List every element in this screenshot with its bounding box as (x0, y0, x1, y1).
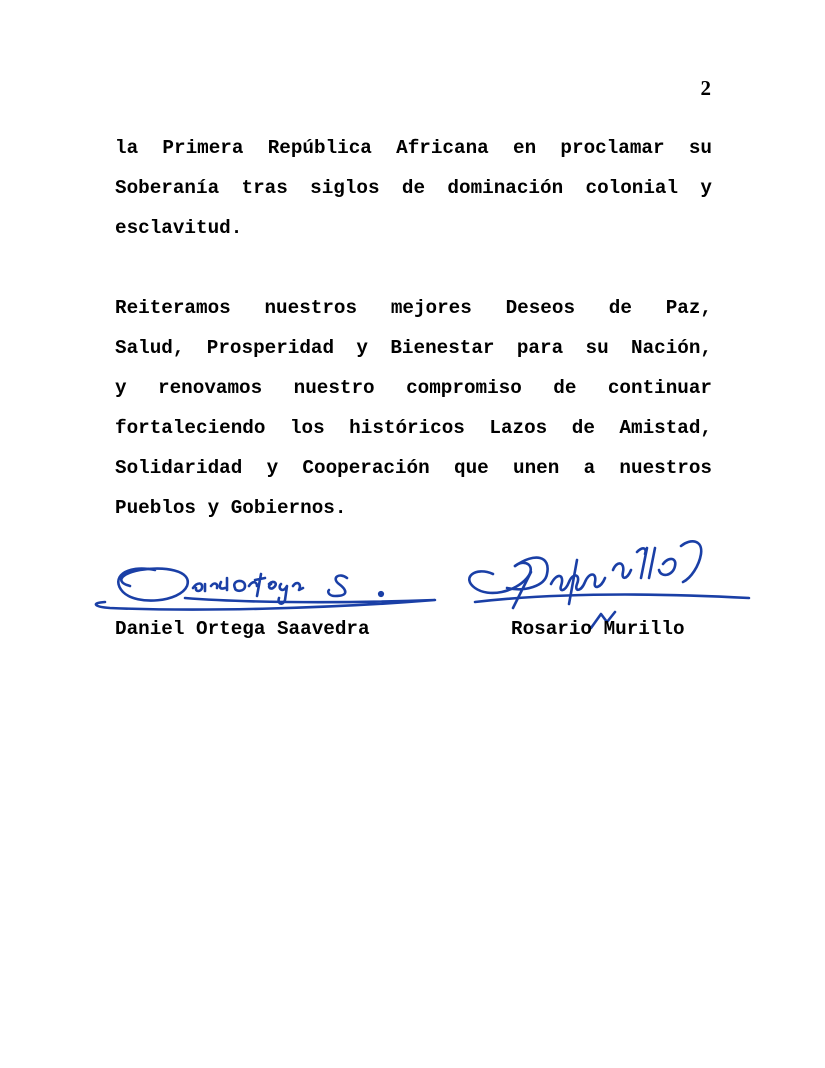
paragraph-line: Soberanía tras siglos de dominación colonial y (115, 177, 712, 199)
signatory-name-right: Rosario Murillo (511, 618, 685, 640)
paragraph-line: esclavitud. (115, 217, 243, 239)
paragraph-line: Reiteramos nuestros mejores Deseos de Paz, (115, 297, 712, 319)
paragraph-line: Solidaridad y Cooperación que unen a nuestros (115, 457, 712, 479)
paragraph-line: fortaleciendo los históricos Lazos de Amistad, (115, 417, 712, 439)
paragraph-1 (115, 128, 712, 248)
page-number: 2 (700, 76, 711, 100)
paragraph-line: y renovamos nuestro compromiso de continuar (115, 377, 712, 399)
paragraph-2 (115, 288, 712, 528)
paragraph-line: Salud, Prosperidad y Bienestar para su Nación, (115, 337, 712, 359)
paragraph-line: la Primera República Africana en proclamar su (115, 137, 712, 159)
signatory-name-left: Daniel Ortega Saavedra (115, 618, 370, 640)
signature-daniel-ortega (85, 548, 445, 623)
paragraph-line: Pueblos y Gobiernos. (115, 497, 347, 519)
